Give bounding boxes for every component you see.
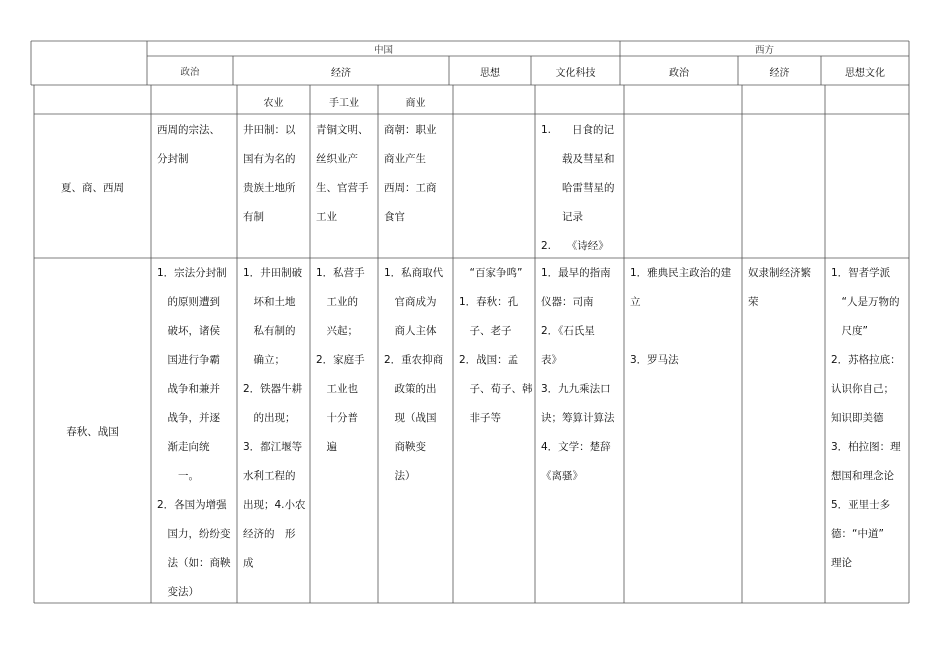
cell-line: 子、荀子、韩 xyxy=(459,383,533,395)
header-cn-culture: 文化科技 xyxy=(555,68,596,79)
header-cn-politics: 政治 xyxy=(180,67,200,78)
cell-line: 兴起； xyxy=(316,325,358,337)
cell-line: 子、老子 xyxy=(459,325,512,337)
cell-xsx-craft xyxy=(316,116,369,232)
cell-cqzg-w-politics xyxy=(630,259,731,375)
cell-line: “百家争鸣” xyxy=(459,267,523,279)
cell-line: 政策的出 xyxy=(384,383,437,395)
cell-line: 4．文学：楚辞 xyxy=(541,441,611,453)
cell-line: 水利工程的 xyxy=(243,470,296,482)
cell-line: 3．罗马法 xyxy=(630,354,679,366)
cell-line: 法（如：商鞅 xyxy=(157,557,231,569)
cell-line: 遍 xyxy=(316,441,337,453)
cell-line: 的出现； xyxy=(243,412,296,424)
cell-line: 战争和兼并 xyxy=(157,383,220,395)
cell-line: 战争，并逐 xyxy=(157,412,220,424)
cell-line: 私有制的 xyxy=(243,325,296,337)
cell-line: 知识即美德 xyxy=(831,412,884,424)
cell-line: 井田制：以 xyxy=(243,124,296,136)
cell-xsx-culture xyxy=(541,116,615,261)
cell-line: 商朝：职业 xyxy=(384,124,437,136)
cell-line: 破坏，诸侯 xyxy=(157,325,220,337)
header-west: 西方 xyxy=(754,45,774,56)
subheader-craft: 手工业 xyxy=(329,98,359,109)
row-label-xsx: 夏、商、西周 xyxy=(61,182,124,194)
cell-line: 食官 xyxy=(384,211,405,223)
cell-line: 坏和土地 xyxy=(243,296,296,308)
cell-line: 出现；4.小农 xyxy=(243,499,306,511)
cell-line: 5．亚里士多 xyxy=(831,499,891,511)
cell-cqzg-commerce xyxy=(384,259,443,491)
cell-line: 1. 日食的记 xyxy=(541,124,615,136)
cell-line: 理论 xyxy=(831,557,852,569)
cell-line: 工业也 xyxy=(316,383,358,395)
subheader-agri: 农业 xyxy=(263,98,284,109)
cell-cqzg-thought xyxy=(459,259,533,433)
cell-line: 经济的 形 xyxy=(243,528,296,540)
cell-line: 1．私营手 xyxy=(316,267,365,279)
cell-line: 国力，纷纷变 xyxy=(157,528,231,540)
cell-xsx-agri xyxy=(243,116,296,232)
cell-line: 《离骚》 xyxy=(541,470,583,482)
cell-line: 德：“中道” xyxy=(831,528,884,540)
cell-line: 诀；筹算计算法 xyxy=(541,412,615,424)
cell-line: 3．都江堰等 xyxy=(243,441,303,453)
cell-line: 3．九九乘法口 xyxy=(541,383,611,395)
cell-line: 官商成为 xyxy=(384,296,437,308)
cell-line: 丝织业产 xyxy=(316,153,358,165)
cell-line: 青铜文明、 xyxy=(316,124,369,136)
header-w-politics: 政治 xyxy=(669,68,689,79)
cell-line xyxy=(630,317,731,346)
cell-line: 1．智者学派 xyxy=(831,267,891,279)
cell-line: 荣 xyxy=(748,296,759,308)
cell-line: 商业产生 xyxy=(384,153,426,165)
cell-line: 变法） xyxy=(157,586,199,598)
cell-line: 载及彗星和 xyxy=(541,153,615,165)
row-label-cqzg: 春秋、战国 xyxy=(66,426,119,438)
header-w-culture: 思想文化 xyxy=(845,68,885,79)
cell-line: 认识你自己； xyxy=(831,383,894,395)
header-cn-thought: 思想 xyxy=(480,68,500,79)
cell-line: 西周：工商 xyxy=(384,182,437,194)
cell-line: 现（战国 xyxy=(384,412,437,424)
cell-line: 1．最早的指南 xyxy=(541,267,611,279)
cell-cqzg-culture xyxy=(541,259,615,491)
cell-line: 生、官营手 xyxy=(316,182,369,194)
cell-line: 3．柏拉图：理 xyxy=(831,441,901,453)
cell-line: 十分普 xyxy=(316,412,358,424)
cell-line: 2．苏格拉底： xyxy=(831,354,901,366)
cell-line: 成 xyxy=(243,557,254,569)
cell-line: 2．战国：孟 xyxy=(459,354,519,366)
cell-line: 2．各国为增强 xyxy=(157,499,227,511)
cell-line: 奴隶制经济繁 xyxy=(748,267,811,279)
cell-cqzg-w-culture xyxy=(831,259,901,578)
cell-line: 工业 xyxy=(316,211,337,223)
cell-line: 1．井田制破 xyxy=(243,267,303,279)
cell-line: 1．雅典民主政治的建 xyxy=(630,267,732,279)
header-w-economy: 经济 xyxy=(769,68,790,79)
cell-line: 有制 xyxy=(243,211,264,223)
cell-line: 一。 xyxy=(157,470,199,482)
cell-line: 表》 xyxy=(541,354,562,366)
cell-line: 想国和理念论 xyxy=(831,470,894,482)
cell-line: 2．家庭手 xyxy=(316,354,365,366)
cell-line: 仪器：司南 xyxy=(541,296,594,308)
cell-line: “人是万物的 xyxy=(831,296,900,308)
cell-cqzg-agri xyxy=(243,259,306,578)
cell-line: 渐走向统 xyxy=(157,441,210,453)
cell-line: 国进行争霸 xyxy=(157,354,220,366)
cell-line: 2. 《诗经》 xyxy=(541,240,609,252)
cell-cqzg-cn-politics xyxy=(157,259,231,607)
cell-line: 的原则遭到 xyxy=(157,296,220,308)
cell-line: 商鞅变 xyxy=(384,441,426,453)
cell-xsx-cn-politics xyxy=(157,116,220,174)
cell-line: 西周的宗法、 xyxy=(157,124,220,136)
header-china: 中国 xyxy=(373,45,393,56)
cell-line: 国有为名的 xyxy=(243,153,296,165)
cell-line: 尺度” xyxy=(831,325,868,337)
cell-line: 2．铁器牛耕 xyxy=(243,383,303,395)
cell-line: 工业的 xyxy=(316,296,358,308)
header-cn-economy: 经济 xyxy=(331,68,351,79)
cell-xsx-commerce xyxy=(384,116,437,232)
cell-line: 法） xyxy=(384,470,416,482)
cell-line: 2．《石氏星 xyxy=(541,325,595,337)
cell-line: 立 xyxy=(630,296,641,308)
cell-line: 哈雷彗星的 xyxy=(541,182,615,194)
cell-line: 1．私商取代 xyxy=(384,267,444,279)
cell-line: 非子等 xyxy=(459,412,501,424)
cell-line: 记录 xyxy=(541,211,583,223)
cell-line: 确立； xyxy=(243,354,285,366)
cell-line: 1．宗法分封制 xyxy=(157,267,227,279)
cell-line: 2．重农抑商 xyxy=(384,354,444,366)
cell-line: 分封制 xyxy=(157,153,189,165)
cell-cqzg-w-economy xyxy=(748,259,811,317)
cell-line: 1．春秋：孔 xyxy=(459,296,519,308)
cell-line: 商人主体 xyxy=(384,325,437,337)
cell-cqzg-craft xyxy=(316,259,365,462)
subheader-commerce: 商业 xyxy=(405,98,426,109)
cell-line: 贵族土地所 xyxy=(243,182,296,194)
